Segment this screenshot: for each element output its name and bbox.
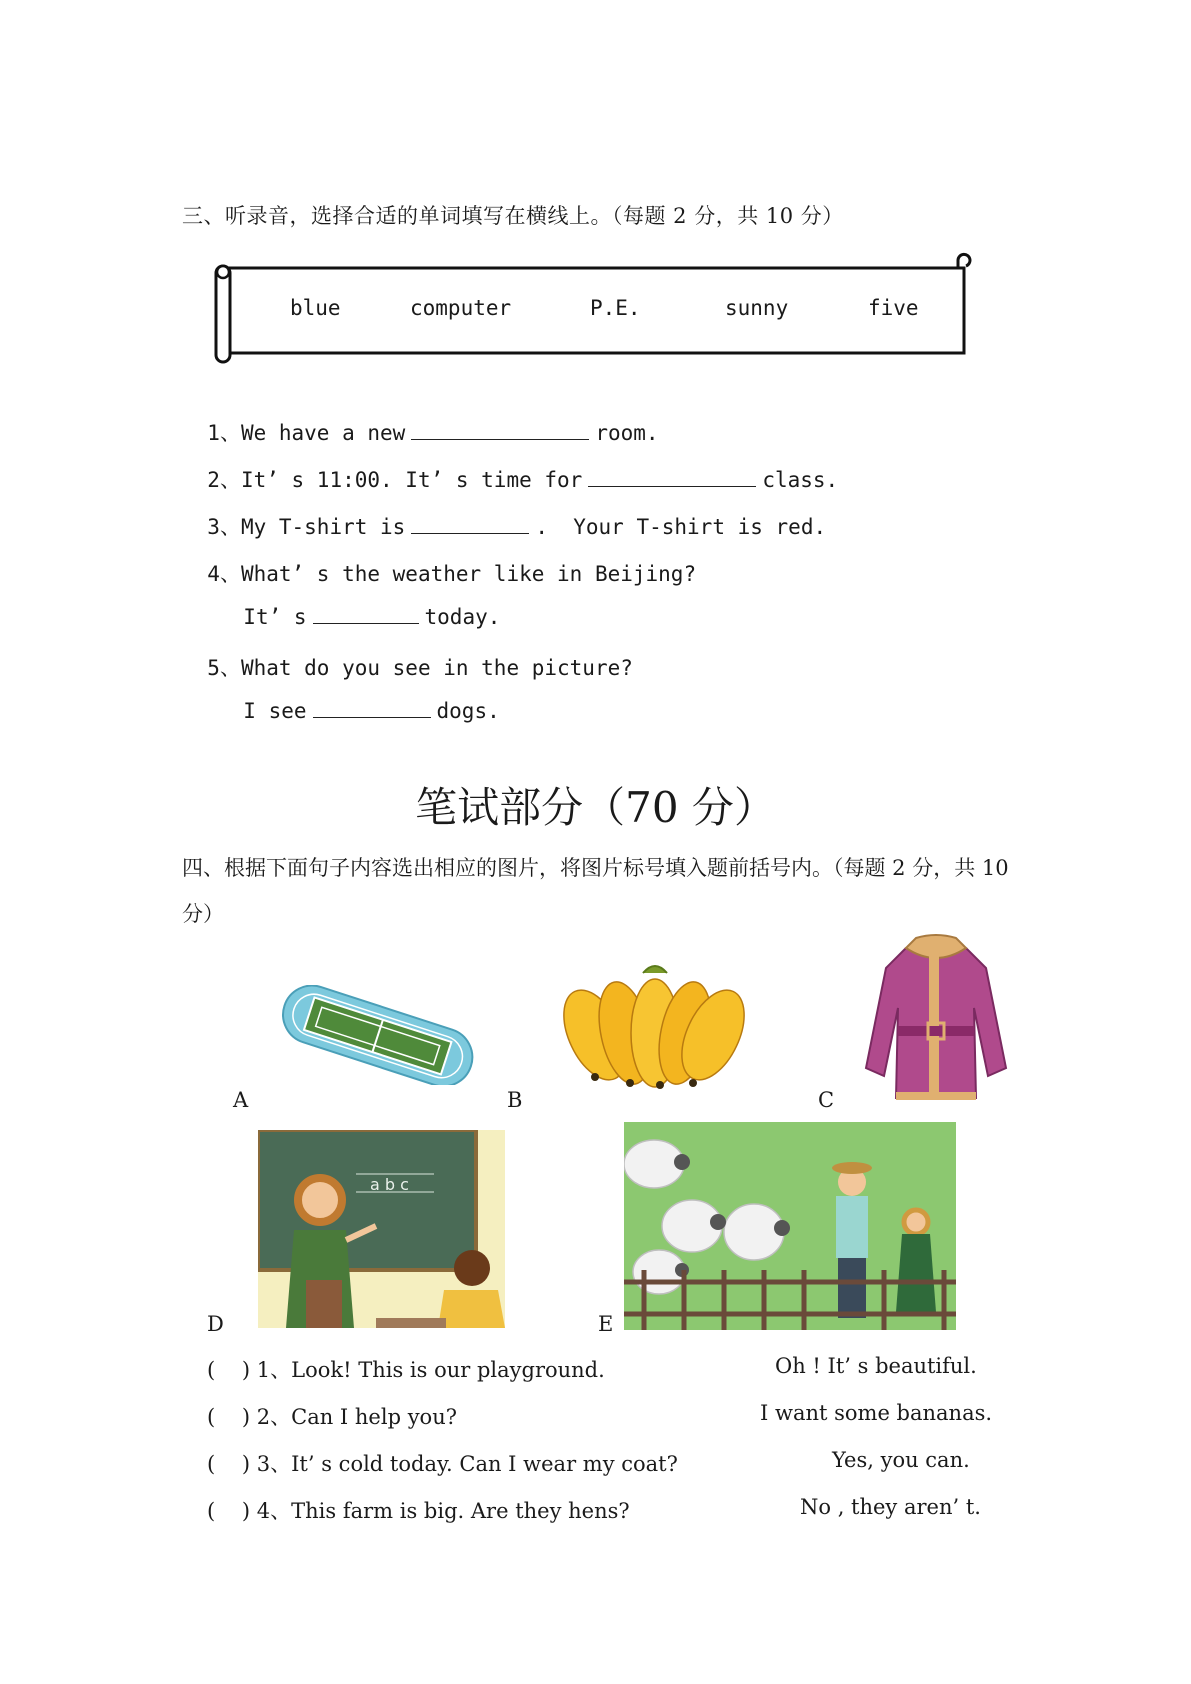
bananas-icon — [555, 955, 750, 1095]
answer-blank-2[interactable] — [588, 468, 756, 487]
farm-icon — [624, 1122, 956, 1330]
match-item-3-reply: Yes, you can. — [832, 1448, 970, 1472]
match-item-1-text: 1、Look! This is our playground. — [256, 1358, 605, 1382]
answer-paren-3[interactable]: ( ) — [207, 1452, 251, 1476]
question-5-answer — [218, 675, 500, 723]
question-5-answer-tail: dogs. — [436, 699, 500, 723]
coat-icon — [856, 928, 1016, 1106]
word-bank-sunny: sunny — [725, 296, 789, 320]
match-item-3 — [207, 1448, 678, 1478]
written-part-title: 笔试部分（70 分） — [415, 783, 776, 832]
answer-blank-4[interactable] — [313, 605, 419, 624]
question-3 — [182, 487, 826, 541]
question-2 — [182, 440, 838, 494]
question-4-answer — [218, 581, 500, 629]
match-item-2-text: 2、Can I help you? — [256, 1405, 457, 1429]
question-4-text: 4、What’ s the weather like in Beijing? — [207, 562, 697, 586]
question-4-answer-text: It’ s — [243, 605, 307, 629]
match-item-1 — [207, 1354, 605, 1384]
question-5-text: 5、What do you see in the picture? — [207, 656, 633, 680]
match-item-3-text: 3、It’ s cold today. Can I wear my coat? — [256, 1452, 678, 1476]
match-item-4-text: 4、This farm is big. Are they hens? — [256, 1499, 630, 1523]
answer-blank-3[interactable] — [411, 515, 529, 534]
question-5-answer-text: I see — [243, 699, 307, 723]
match-item-4-reply: No , they aren’ t. — [800, 1495, 981, 1519]
picture-label-c: C — [818, 1088, 835, 1112]
word-bank-blue: blue — [290, 296, 341, 320]
picture-label-e: E — [598, 1312, 614, 1336]
board-text: a b c — [370, 1175, 409, 1194]
word-bank-computer: computer — [410, 296, 512, 320]
question-4 — [182, 534, 696, 588]
answer-paren-2[interactable]: ( ) — [207, 1405, 251, 1429]
question-1 — [182, 393, 659, 447]
section4-heading: 四、根据下面句子内容选出相应的图片，将图片标号填入题前括号内。（每题 2 分，共 10 分） — [182, 856, 1009, 926]
match-item-2 — [207, 1401, 457, 1431]
question-3-text: 3、My T-shirt is — [207, 515, 406, 539]
match-item-4 — [207, 1495, 630, 1525]
answer-paren-4[interactable]: ( ) — [207, 1499, 251, 1523]
picture-label-a: A — [233, 1088, 249, 1112]
question-1-tail: room. — [595, 421, 659, 445]
section3-heading: 三、听录音，选择合适的单词填写在横线上。（每题 2 分，共 10 分） — [182, 204, 844, 228]
answer-blank-5[interactable] — [313, 699, 431, 718]
match-item-1-reply: Oh ! It’ s beautiful. — [775, 1354, 977, 1378]
answer-blank-1[interactable] — [411, 421, 589, 440]
word-bank-five: five — [868, 296, 919, 320]
match-item-2-reply: I want some bananas. — [760, 1401, 993, 1425]
playground-icon — [272, 985, 484, 1085]
question-2-text: 2、It’ s 11:00. It’ s time for — [207, 468, 583, 492]
classroom-icon — [258, 1130, 505, 1328]
question-1-text: 1、We have a new — [207, 421, 406, 445]
question-2-tail: class. — [762, 468, 839, 492]
picture-label-d: D — [207, 1312, 224, 1336]
question-3-tail: . Your T-shirt is red. — [535, 515, 827, 539]
word-bank-pe: P.E. — [590, 296, 641, 320]
picture-label-b: B — [507, 1088, 523, 1112]
question-5 — [182, 628, 633, 682]
question-4-answer-tail: today. — [424, 605, 501, 629]
answer-paren-1[interactable]: ( ) — [207, 1358, 251, 1382]
